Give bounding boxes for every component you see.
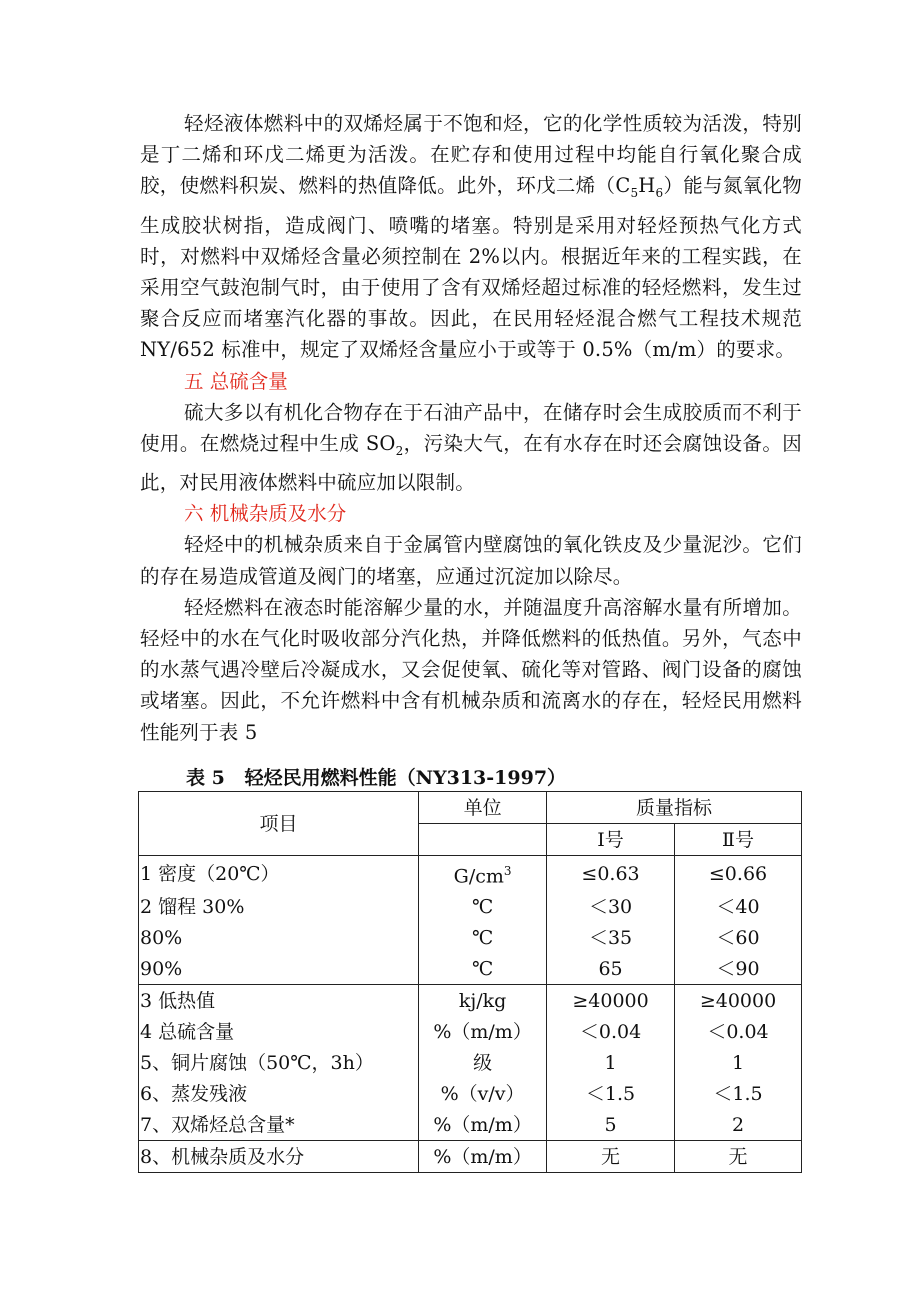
table-row — [139, 891, 802, 922]
row-grade-2: 无 — [675, 1141, 802, 1173]
row-grade-1: ＜35 — [547, 922, 675, 953]
table-row — [139, 922, 802, 953]
table-row — [139, 985, 802, 1017]
row-grade-1: 无 — [547, 1141, 675, 1173]
row-grade-1: 5 — [547, 1109, 675, 1141]
row-grade-1: ＜30 — [547, 891, 675, 922]
row-grade-2: ＜40 — [675, 891, 802, 922]
table-row — [139, 1016, 802, 1047]
header-unit: 单位 — [419, 792, 547, 824]
row-item: 4 总硫含量 — [139, 1016, 419, 1047]
table-row — [139, 1078, 802, 1109]
table-row — [139, 1141, 802, 1173]
header-quality: 质量指标 — [547, 792, 802, 824]
row-item: 90% — [139, 953, 419, 985]
paragraph-impurities: 轻烃中的机械杂质来自于金属管内壁腐蚀的氧化铁皮及少量泥沙。它们的存在易造成管道及阀门的堵塞，应通过沉淀加以除尽。 — [140, 533, 802, 588]
header-grade-2: Ⅱ号 — [675, 824, 802, 856]
row-item: 2 馏程 30% — [139, 891, 419, 922]
row-item: 6、蒸发残液 — [139, 1078, 419, 1109]
row-unit: %（v/v） — [419, 1078, 547, 1109]
row-unit: ℃ — [419, 891, 547, 922]
row-grade-1: ＜0.04 — [547, 1016, 675, 1047]
section-heading-impurities: 六 机械杂质及水分 — [184, 502, 347, 526]
header-unit-blank — [419, 824, 547, 856]
row-unit: ℃ — [419, 953, 547, 985]
row-item: 3 低热值 — [139, 985, 419, 1017]
row-grade-1: ≥40000 — [547, 985, 675, 1017]
row-grade-1: ＜1.5 — [547, 1078, 675, 1109]
row-grade-2: ≤0.66 — [675, 856, 802, 892]
row-grade-1: 65 — [547, 953, 675, 985]
row-item: 7、双烯烃总含量* — [139, 1109, 419, 1141]
table-row — [139, 856, 802, 892]
row-item: 5、铜片腐蚀（50℃，3h） — [139, 1047, 419, 1078]
section-heading-sulfur: 五 总硫含量 — [184, 369, 288, 393]
row-unit: 级 — [419, 1047, 547, 1078]
table-row — [139, 1109, 802, 1141]
row-item: 80% — [139, 922, 419, 953]
document-body — [140, 108, 802, 748]
row-unit: ℃ — [419, 922, 547, 953]
row-grade-2: ＜90 — [675, 953, 802, 985]
row-grade-2: ＜60 — [675, 922, 802, 953]
header-grade-1: Ⅰ号 — [547, 824, 675, 856]
header-item: 项目 — [139, 792, 419, 856]
row-grade-2: 2 — [675, 1109, 802, 1141]
paragraph-diolefin: 轻烃液体燃料中的双烯烃属于不饱和烃，它的化学性质较为活泼，特别是丁二烯和环戊二烯更为活泼。在贮存和使用过程中均能自行氧化聚合成胶，使燃料积炭、燃料的热值降低。此外，环戊二烯$(C_5H_6)$能与氮氧化物生成胶状树指，造成阀门、喷嘴的堵塞。特别是采用对轻烃预热气化方式时，对燃料中双烯烃含量必须控制在 2%以内。根据近年来的工程实践，在采用空气鼓泡制气时，由于使用了含有双烯烃超过标准的轻烃燃料，发生过聚合反应而堵塞汽化器的事故。因此，在民用轻烃混合燃气工程技术规范 NY/652 标准中，规定了双烯烃含量应小于或等于 0.5%（m/m）的要求。 — [140, 112, 802, 362]
row-item: 1 密度（20℃） — [139, 856, 419, 892]
row-unit: $G/cm^3$ — [419, 856, 547, 892]
row-unit: %（m/m） — [419, 1141, 547, 1173]
row-grade-2: 1 — [675, 1047, 802, 1078]
fuel-performance-table — [138, 791, 802, 1173]
row-grade-2: ＜1.5 — [675, 1078, 802, 1109]
row-item: 8、机械杂质及水分 — [139, 1141, 419, 1173]
paragraph-water: 轻烃燃料在液态时能溶解少量的水，并随温度升高溶解水量有所增加。轻烃中的水在气化时吸收部分汽化热，并降低燃料的低热值。另外，气态中的水蒸气遇冷壁后冷凝成水，又会促使氧、硫化等对管路、阀门设备的腐蚀或堵塞。因此，不允许燃料中含有机械杂质和流离水的存在，轻烃民用燃料性能列于表 5 — [140, 595, 802, 744]
table-row — [139, 953, 802, 985]
row-grade-1: 1 — [547, 1047, 675, 1078]
paragraph-sulfur: 硫大多以有机化合物存在于石油产品中，在储存时会生成胶质而不利于使用。在燃烧过程中生成 $SO_2$，污染大气，在有水存在时还会腐蚀设备。因此，对民用液体燃料中硫应加以限制。 — [140, 400, 802, 495]
row-unit: %（m/m） — [419, 1016, 547, 1047]
row-unit: %（m/m） — [419, 1109, 547, 1141]
row-grade-1: ≤0.63 — [547, 856, 675, 892]
row-unit: kj/kg — [419, 985, 547, 1017]
row-grade-2: ＜0.04 — [675, 1016, 802, 1047]
row-grade-2: ≥40000 — [675, 985, 802, 1017]
table-row — [139, 1047, 802, 1078]
table-caption: 表 5 轻烃民用燃料性能（NY313-1997） — [186, 767, 567, 789]
